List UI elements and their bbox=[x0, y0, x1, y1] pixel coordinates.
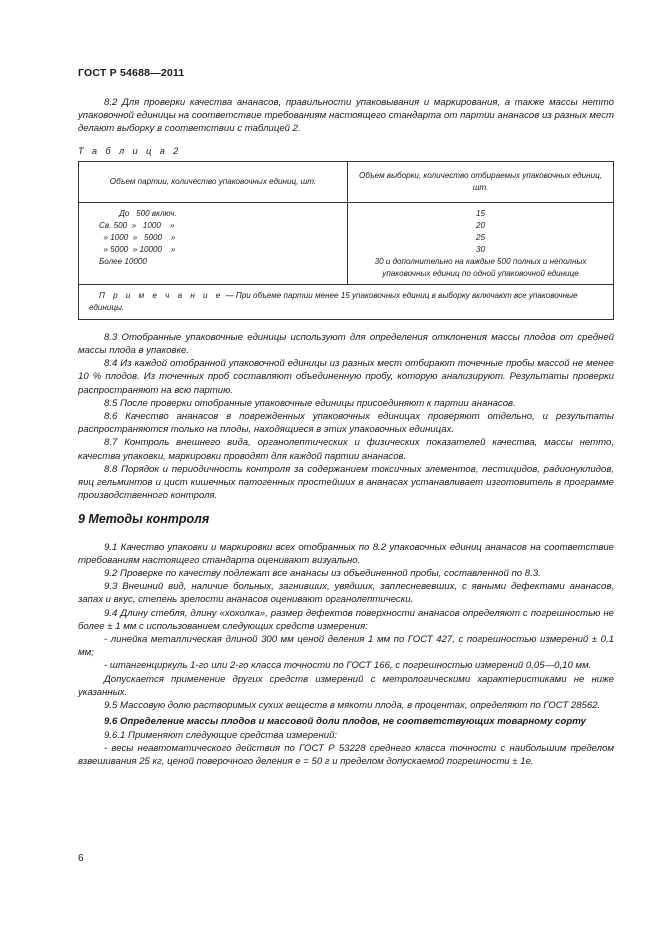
paragraph-8-4: 8.4 Из каждой отобранной упаковочной единицы из разных мест отбирают точечные пробы массой не менее 10 % плодов. Из точечных проб составляют объединенную пробу, которую анализируют. Результаты проверки распространяют на всю партию. bbox=[78, 358, 614, 396]
paragraph-other-instruments: Допускается применение других средств измерений с метрологическими характеристиками не ниже указанных. bbox=[78, 673, 614, 698]
table-sample-size-cell bbox=[348, 202, 614, 284]
paragraph-8-2: 8.2 Для проверки качества ананасов, правильности упаковывания и маркирования, а также массы нетто упаковочной единицы на соответствие требованиям настоящего стандарта от партии ананасов из разных мест делают выборку в соответствии с таблицей 2. bbox=[78, 97, 614, 135]
table-header-sample-size: Объем выборки, количество отбираемых упаковочных единиц, шт. bbox=[348, 161, 614, 202]
lot-size-row: До 500 включ. bbox=[99, 208, 177, 218]
list-item-caliper: - штангенциркуль 1-го или 2-го класса точности по ГОСТ 166, с погрешностью измерений 0,05—0,10 мм. bbox=[104, 660, 592, 672]
paragraph-8-5: 8.5 После проверки отобранные упаковочные единицы присоединяют к партии ананасов. bbox=[104, 397, 516, 409]
paragraph-8-3: 8.3 Отобранные упаковочные единицы используют для определения отклонения массы плодов от средней массы плода в упаковке. bbox=[78, 331, 614, 357]
note-label: П р и м е ч а н и е bbox=[99, 290, 224, 300]
page-number: 6 bbox=[78, 853, 84, 864]
table-header-lot-size: Объем партии, количество упаковочных единиц, шт. bbox=[79, 161, 348, 202]
paragraph-8-8: 8.8 Порядок и периодичность контроля за содержанием токсичных элементов, пестицидов, радионуклидов, яиц гельминтов и цист кишечных патогенных простейших в ананасах устанавливает изготовитель в программе производственного контроля. bbox=[78, 463, 614, 502]
paragraph-9-1: 9.1 Качество упаковки и маркировки всех отобранных по 8.2 упаковочных единиц ананасов на соответствие требованиям настоящего стандарта оценивают визуально. bbox=[78, 541, 614, 566]
lot-size-row: » 5000 » 10000 » bbox=[99, 244, 176, 254]
sample-size-row: 20 bbox=[475, 220, 485, 230]
sample-size-row: 30 bbox=[475, 244, 485, 254]
paragraph-8-6: 8.6 Качество ананасов в поврежденных упаковочных единицах проверяют отдельно, и результаты распространяются только на плоды, находящиеся в этих упаковочных единицах. bbox=[78, 411, 614, 436]
paragraph-9-4: 9.4 Длину стебля, длину «хохолка», размер дефектов поверхности ананасов определяют с погрешностью не более ± 1 мм с использованием следующих средств измерения: bbox=[78, 607, 614, 632]
sample-size-row: 25 bbox=[475, 232, 485, 242]
standard-header: ГОСТ Р 54688—2011 bbox=[78, 67, 185, 79]
sample-size-row: 30 и дополнительно на каждые 500 полных и неполных упаковочных единиц по одной упаковочной единице bbox=[374, 256, 587, 278]
lot-size-row: » 1000 » 5000 » bbox=[99, 232, 176, 242]
paragraph-9-3: 9.3 Внешний вид, наличие больных, загнивших, увядших, заплесневевших, с явными дефектами ананасов, запах и вкус, степень зрелости ананасов оценивают органолептически. bbox=[78, 581, 614, 606]
table-note bbox=[79, 284, 614, 319]
subsection-9-6-title: 9.6 Определение массы плодов и массовой доли плодов, не соответствующих товарному сорту bbox=[104, 716, 586, 728]
paragraph-9-2: 9.2 Проверке по качеству подлежат все ананасы из объединенной пробы, составленной по 8.3. bbox=[104, 568, 541, 580]
paragraph-9-6-1: 9.6.1 Применяют следующие средства измерений: bbox=[104, 729, 338, 741]
list-item-ruler: - линейка металлическая длиной 300 мм ценой деления 1 мм по ГОСТ 427, с погрешностью измерений ± 0,1 мм; bbox=[78, 634, 614, 659]
table-2 bbox=[78, 161, 614, 320]
lot-size-row: Св. 500 » 1000 » bbox=[99, 220, 175, 230]
lot-size-row: Более 10000 bbox=[99, 256, 147, 266]
note-text: — При объеме партии менее 15 упаковочных единиц в выборку включают все упаковочные единицы. bbox=[89, 290, 578, 312]
document-body bbox=[78, 96, 614, 768]
sample-size-row: 15 bbox=[475, 208, 485, 218]
table-lot-size-cell bbox=[79, 202, 348, 284]
section-9-title: 9 Методы контроля bbox=[78, 512, 210, 527]
paragraph-8-7: 8.7 Контроль внешнего вида, органолептических и физических показателей качества, массы нетто, качества упаковки, маркировки проводят для каждой партии ананасов. bbox=[78, 437, 614, 462]
table-caption: Т а б л и ц а 2 bbox=[78, 145, 182, 156]
paragraph-9-5: 9.5 Массовую долю растворимых сухих веществ в мякоти плода, в процентах, определяют по ГОСТ 28562. bbox=[104, 700, 601, 712]
list-item-scales: - весы неавтоматического действия по ГОСТ Р 53228 среднего класса точности с наибольшим пределом взвешивания 25 кг, ценой поверочного деления е = 50 г и пределом допускаемой погрешности ± 1е. bbox=[78, 742, 614, 767]
